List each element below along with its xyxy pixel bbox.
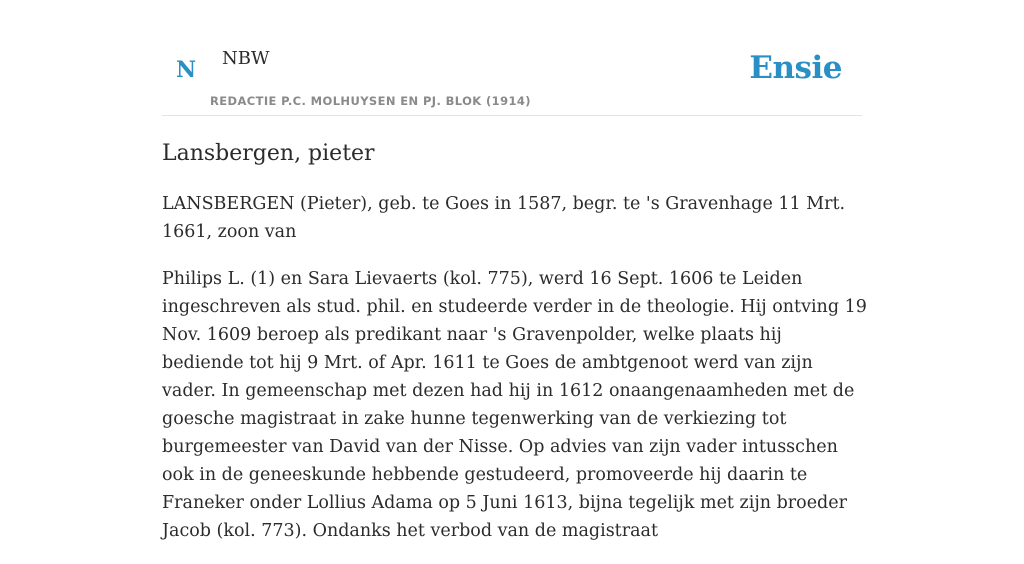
article-title: Lansbergen, pieter	[162, 141, 375, 166]
site-header	[162, 40, 862, 116]
article	[162, 138, 867, 564]
article-paragraph: Philips L. (1) en Sara Lievaerts (kol. 775), werd 16 Sept. 1606 te Leiden ingeschreven als stud. phil. en studeerde verder in de theologie. Hij ontving 19 Nov. 1609 beroep als predikant naar 's Gravenpolder, welke plaats hij bediende tot hij 9 Mrt. of Apr. 1611 te Goes de ambtgenoot werd van zijn vader. In gemeenschap met dezen had hij in 1612 onaangenaamheden met de goesche magistraat in zake hunne tegenwerking van de verkiezing tot burgemeester van David van der Nisse. Op advies van zijn vader intusschen ook in de geneeskunde hebbende gestudeerd, promoveerde hij daarin te Franeker onder Lollius Adama op 5 Juni 1613, bijna tegelijk met zijn broeder Jacob (kol. 773). Ondanks het verbod van de magistraat	[162, 269, 867, 541]
source-title[interactable]: NBW	[222, 48, 270, 69]
source-logo[interactable]: N	[176, 57, 197, 83]
ensie-logo[interactable]: Ensie	[749, 50, 842, 86]
source-subtitle: REDACTIE P.C. MOLHUYSEN EN PJ. BLOK (1914)	[210, 94, 531, 108]
article-paragraph: LANSBERGEN (Pieter), geb. te Goes in 1587, begr. te 's Gravenhage 11 Mrt. 1661, zoon van	[162, 194, 846, 242]
